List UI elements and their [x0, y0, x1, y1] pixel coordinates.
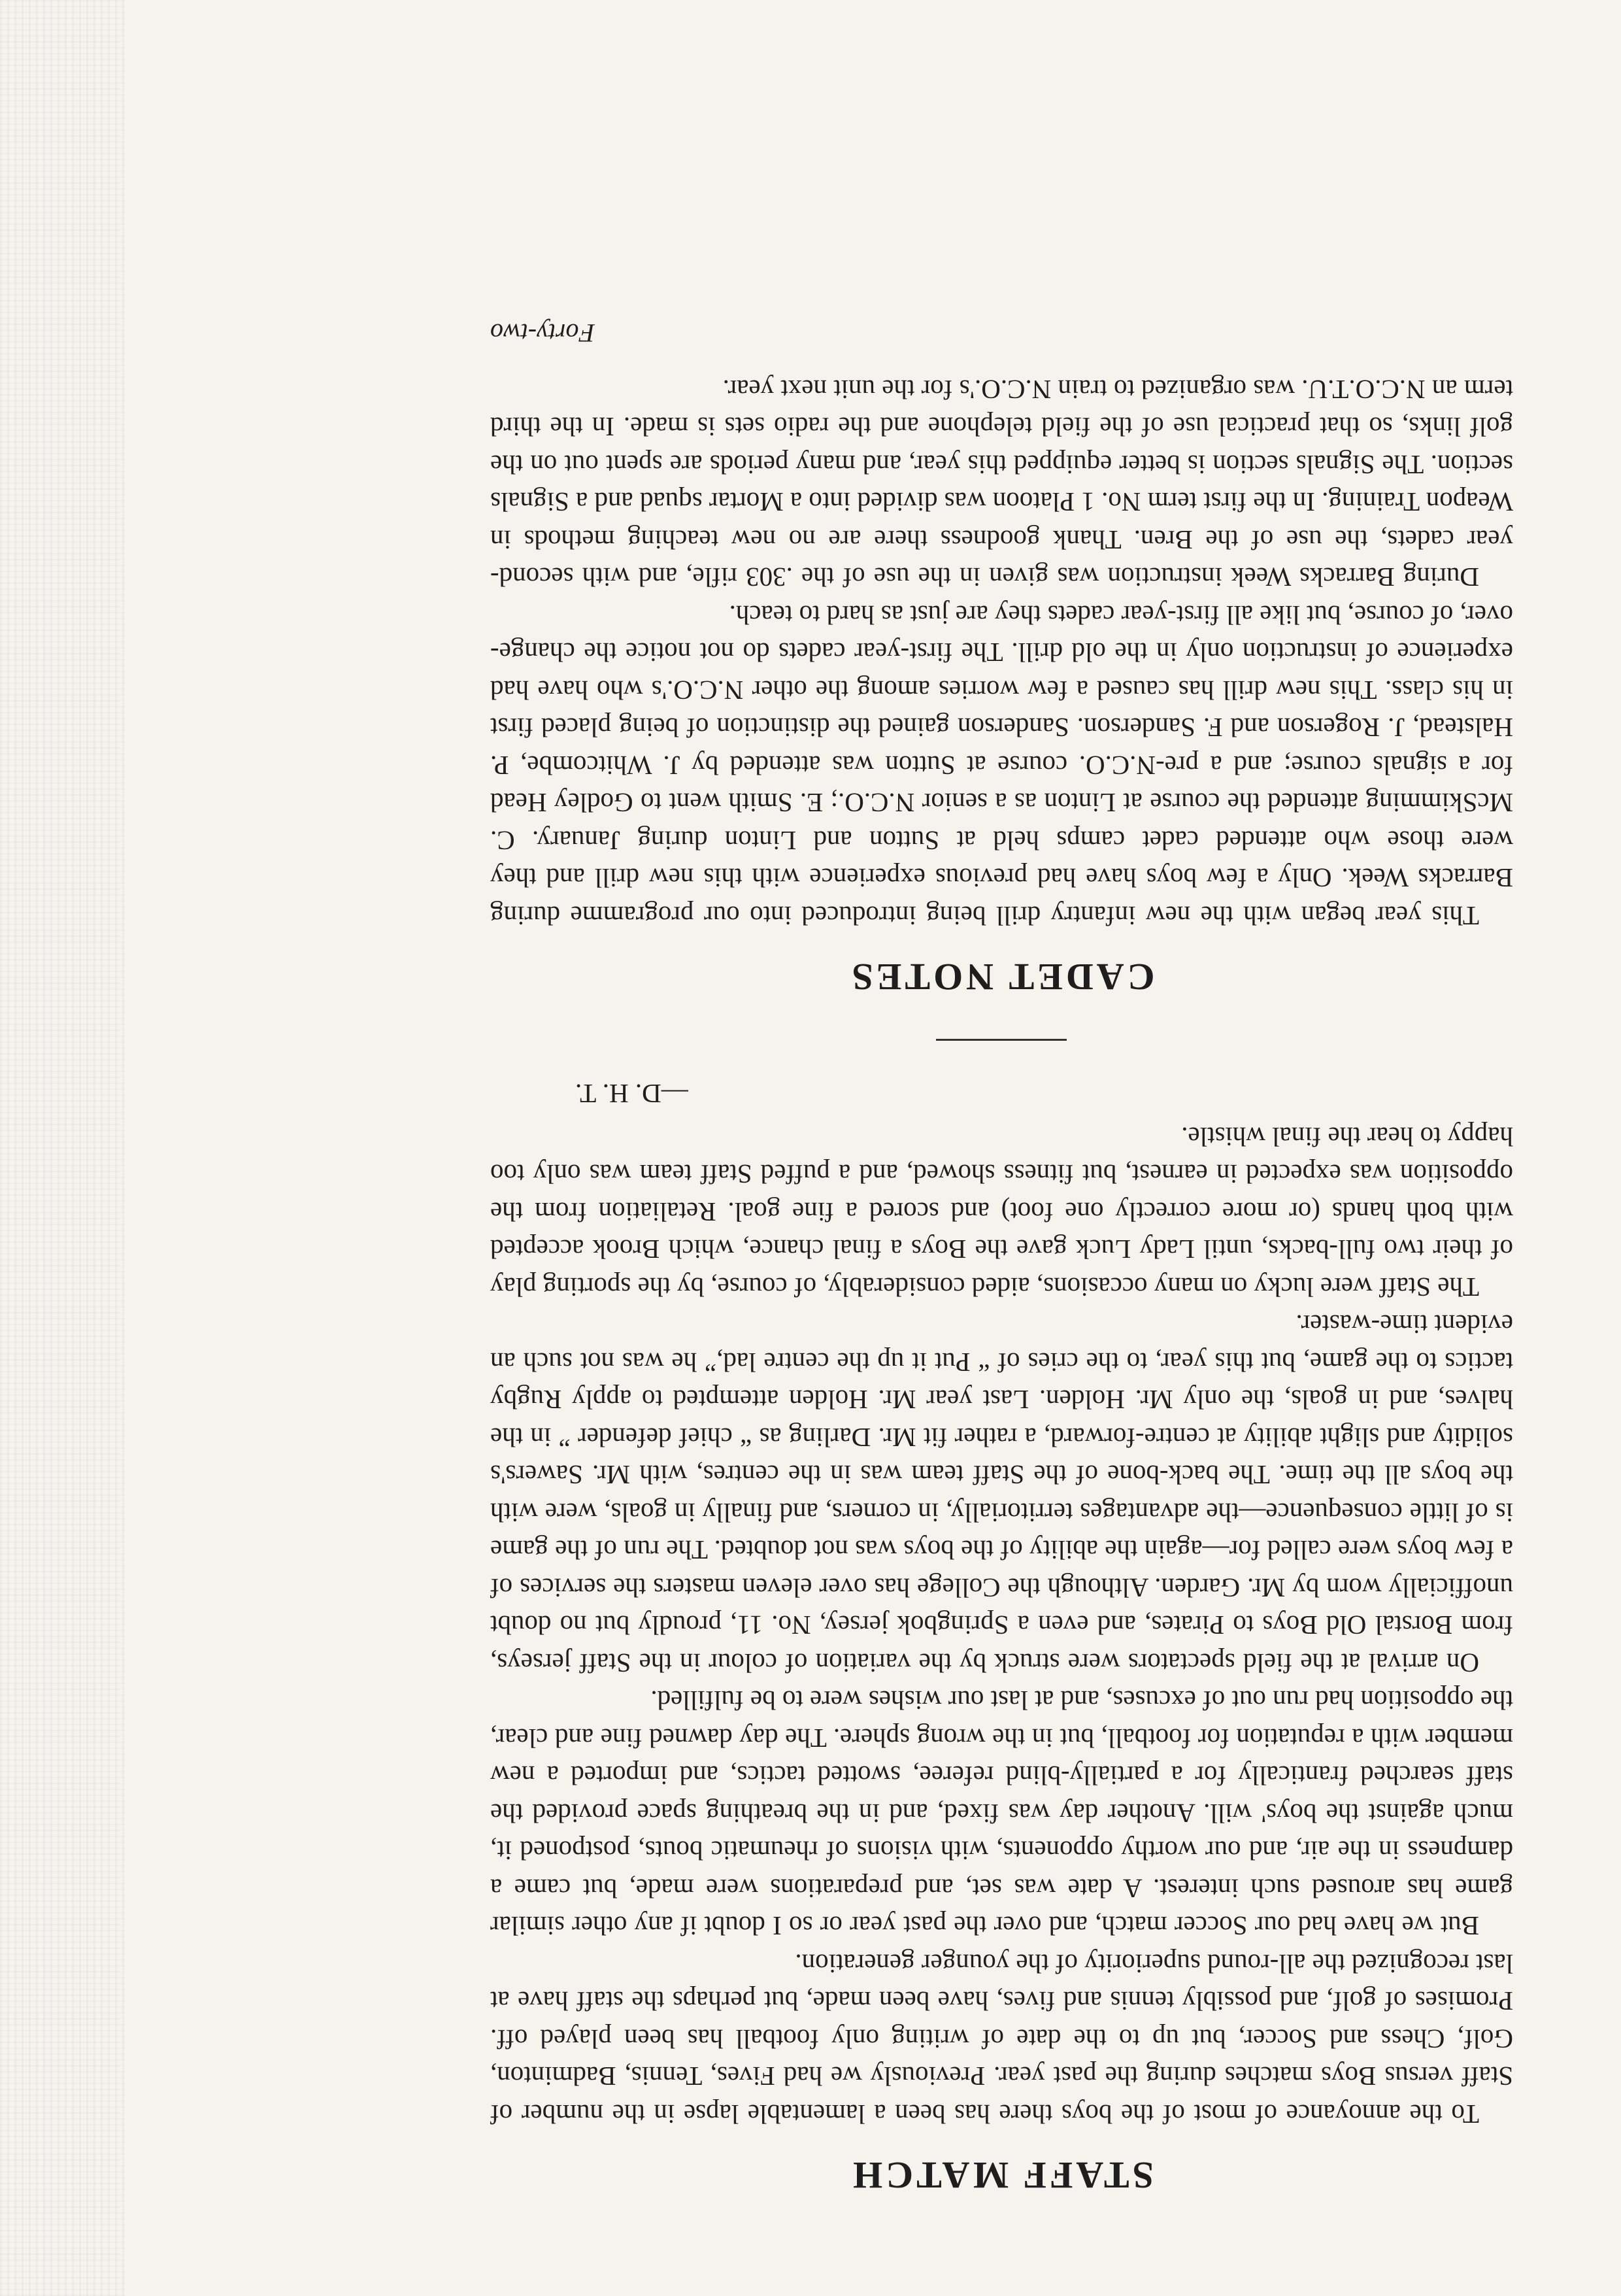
section-divider	[937, 1039, 1067, 1041]
staff-match-paragraph: The Staff were lucky on many occasions, aided considerably, of course, by the sporting play of their two full-backs, until Lady Luck gave the Boys a final chance, which Brook accepted with both hands (or more correctly one foot) and scored a fine goal. Retaliation from the opposition was expected in earnest, but fitness showed, and a puffed Staff team was only too happy to hear the final whistle.	[490, 1122, 1513, 1302]
cadet-notes-paragraph: This year began with the new infantry drill being introduced into our programme during Barracks Week. Only a few boys have had previous experience with this new drill and they were those who attended cadet camps held at Sutton and Linton during January. C. McSkimming attended the course at Linton as a senior N.C.O.; E. Smith went to Godley Head for a signals course; and a pre-N.C.O. course at Sutton was attended by J. Whitcombe, P. Halstead, J. Rogerson and F. Sanderson. Sanderson gained the distinction of being placed first in his class. This new drill has caused a few worries among the other N.C.O.'s who have had experience of instruction only in the old drill. The first-year cadets do not notice the change-over, of course, but like all first-year cadets they are just as hard to teach.	[490, 600, 1513, 931]
staff-match-paragraph: But we have had our Soccer match, and over the past year or so I doubt if any other similar game has aroused such interest. A date was set, and preparations were made, but came a dampness in the air, and our worthy opponents, with visions of rheumatic bouts, postponed it, much against the boys' will. Another day was fixed, and in the breathing space provided the staff searched frantically for a partially-blind referee, swotted tactics, and imported a new member with a reputation for football, but in the wrong sphere. The day dawned fine and clear, the opposition had run out of excuses, and at last our wishes were to be fulfilled.	[490, 1685, 1513, 1942]
staff-match-paragraph: To the annoyance of most of the boys there has been a lamentable lapse in the number of Staff versus Boys matches during the past year. Previously we had Fives, Tennis, Badminton, Golf, Chess and Soccer, but up to the date of writing only football has been played off. Promises of golf, and possibly tennis and fives, have been made, but perhaps the staff have at last recognized the all-round superiority of the younger generation.	[490, 1949, 1513, 2129]
staff-match-heading: STAFF MATCH	[850, 2154, 1154, 2197]
author-signature: —D. H. T.	[575, 1079, 688, 1109]
page-number: Forty-two	[490, 318, 595, 348]
cadet-notes-paragraph: During Barracks Week instruction was given in the use of the .303 rifle, and with second-year cadets, the use of the Bren. Thank goodness there are no new teaching methods in Weapon Training. In the first term No. 1 Platoon was divided into a Mortar squad and a Signals section. The Signals section is better equipped this year, and many periods are spent out on the golf links, so that practical use of the field telephone and the radio sets is made. In the third term an N.C.O.T.U. was organized to train N.C.O.'s for the unit next year.	[490, 375, 1513, 593]
cadet-notes-heading: CADET NOTES	[848, 956, 1155, 998]
magazine-page	[490, 318, 1513, 2199]
staff-match-paragraph: On arrival at the field spectators were struck by the variation of colour in the Staff jerseys, from Borstal Old Boys to Pirates, and even a Springbok jersey, No. 11, proudly but no doubt unofficially worn by Mr. Garden. Although the College has over eleven masters the services of a few boys were called for—again the ability of the boys was not doubted. The run of the game is of little consequence—the advantages territorially, in corners, and finally in goals, were with the boys all the time. The back-bone of the Staff team was in the centres, with Mr. Sawers's solidity and slight ability at centre-forward, a rather fit Mr. Darling as “ chief defender ” in the halves, and in goals, the only Mr. Holden. Last year Mr. Holden attempted to apply Rugby tactics to the game, but this year, to the cries of “ Put it up the centre lad,” he was not such an evident time-waster.	[490, 1309, 1513, 1678]
